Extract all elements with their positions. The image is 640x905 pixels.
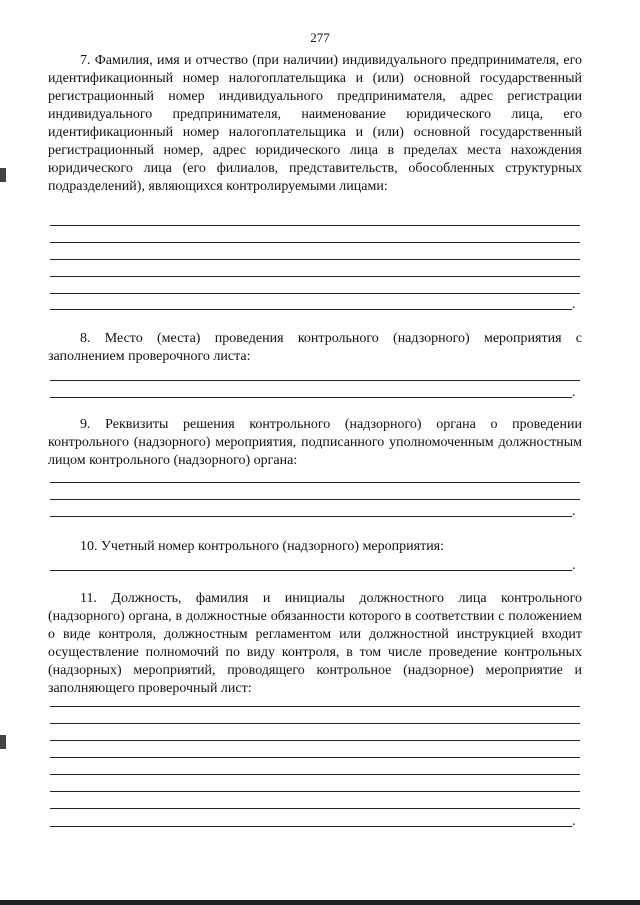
fill-line: [50, 723, 580, 724]
scan-bottom-edge: [0, 900, 640, 905]
line-end-period: .: [572, 297, 576, 312]
fill-line: [50, 826, 572, 827]
fill-line: [50, 259, 580, 260]
line-end-period: .: [572, 504, 576, 519]
fill-line: [50, 740, 580, 741]
item-8-text: 8. Место (места) проведения контрольного (надзорного) мероприятия с заполнением проверочного листа:: [48, 331, 582, 364]
item-11-text: 11. Должность, фамилия и инициалы должностного лица контрольного (надзорного) органа, в должностные обязанности которого в соответствии с положением о виде контроля, должностным регламентом или должностной инструкцией входит осуществление полномочий по виду контроля, в том числе проведение контрольных (надзорных) мероприятий, проводящего контрольное (надзорное) мероприятие и заполняющего проверочный лист:: [48, 591, 582, 696]
fill-line: [50, 791, 580, 792]
item-10-text: 10. Учетный номер контрольного (надзорного) мероприятия:: [80, 539, 445, 554]
line-end-period: .: [572, 814, 576, 829]
fill-line: [50, 706, 580, 707]
fill-line: [50, 482, 580, 483]
fill-line: [50, 808, 580, 809]
fill-line: [50, 774, 580, 775]
fill-line: [50, 499, 580, 500]
fill-line: [50, 380, 580, 381]
fill-line: [50, 757, 580, 758]
fill-line: [50, 516, 572, 517]
fill-line: [50, 293, 580, 294]
fill-line: [50, 276, 580, 277]
fill-line: [50, 225, 580, 226]
fill-line: [50, 309, 572, 310]
line-end-period: .: [572, 385, 576, 400]
item-7-text: 7. Фамилия, имя и отчество (при наличии) индивидуального предпринимателя, его идентификационный номер налогоплательщика и (или) основной государственный регистрационный номер индивидуального предпринимателя, адрес регистрации индивидуального предпринимателя, наименование юридического лица, его идентификационный номер налогоплательщика и (или) основной государственный регистрационный номер, адрес юридического лица в пределах места нахождения юридического лица (его филиалов, представительств, обособленных структурных подразделений), являющихся контролируемыми лицами:: [48, 53, 582, 194]
page-number: 277: [310, 30, 330, 45]
scan-edge-mark: [0, 168, 6, 182]
fill-line: [50, 242, 580, 243]
fill-line: [50, 570, 572, 571]
scan-edge-mark: [0, 735, 6, 749]
line-end-period: .: [572, 558, 576, 573]
item-9-text: 9. Реквизиты решения контрольного (надзорного) органа о проведении контрольного (надзорного) мероприятия, подписанного уполномоченным должностным лицом контрольного (надзорного) органа:: [48, 417, 582, 468]
fill-line: [50, 397, 572, 398]
